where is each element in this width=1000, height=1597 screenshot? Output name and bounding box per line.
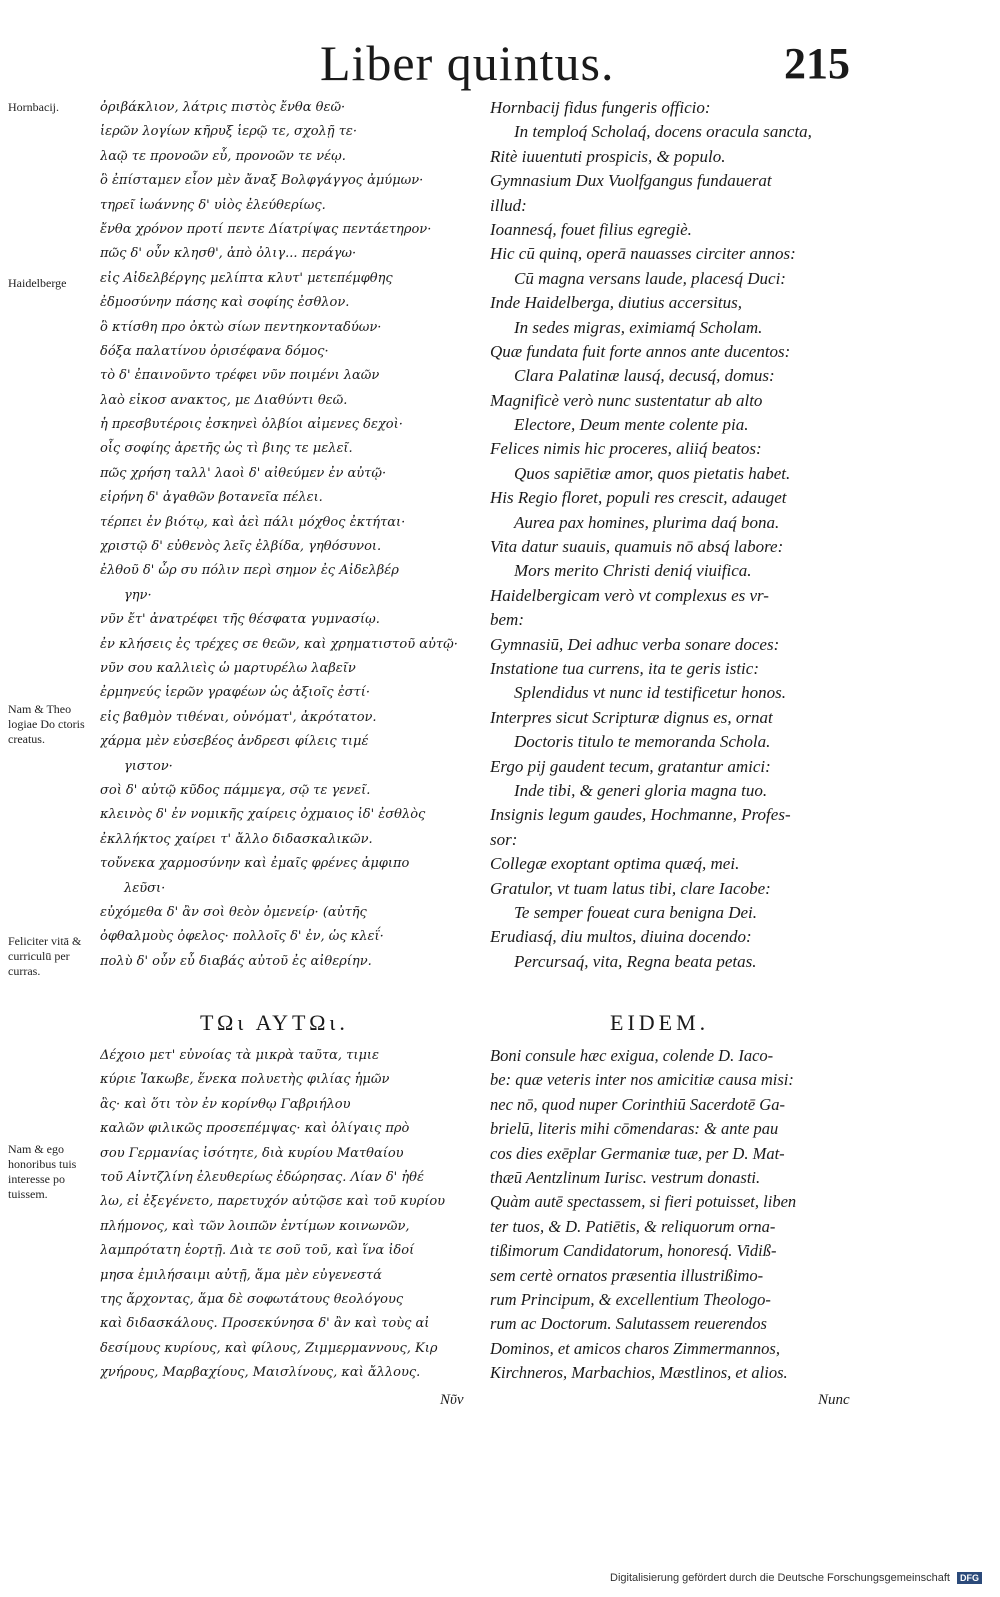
latin-verse-line: Interpres sicut Scripturæ dignus es, ornat — [490, 707, 773, 727]
greek-prose-line: λαμπρότατη ἑορτῇ. Διὰ τε σοῦ τοῦ, καὶ ἵνα ἰδοί — [100, 1243, 415, 1259]
latin-verse-line: Quæ fundata fuit forte annos ante ducentos: — [490, 341, 791, 361]
greek-poem-column — [100, 96, 485, 974]
greek-prose-line: καὶ διδασκάλους. Προσεκύνησα δ' ἂν καὶ τοὺς αἰ — [100, 1316, 430, 1332]
greek-verse-line: λεῦσι· — [124, 880, 166, 896]
greek-verse-line: γιστον· — [124, 758, 173, 774]
latin-verse-line: Insignis legum gaudes, Hochmanne, Profes- — [490, 805, 791, 825]
latin-prose-line: Kirchneros, Marbachios, Mæstlinos, et alios. — [490, 1363, 788, 1383]
greek-prose-line: της ἄρχοντας, ἅμα δὲ σοφωτάτους θεολόγους — [100, 1291, 404, 1307]
latin-verse-line: Hornbacij fidus fungeris officio: — [490, 98, 711, 117]
latin-prose-line: cos dies exēplar Germaniæ tuæ, per D. Mat- — [490, 1143, 785, 1163]
latin-section-heading: EIDEM. — [610, 1010, 710, 1035]
margin-note: Feliciter vitā & curriculū per curras. — [8, 934, 82, 978]
latin-verse-line: Instatione tua currens, ita te geris istic: — [490, 658, 759, 678]
latin-prose-line: tißimorum Candidatorum, honoresq́. Vidiß- — [490, 1241, 777, 1261]
greek-verse-line: πολὺ δ' οὖν εὖ διαβάς αὐτοῦ ἐς αἰθερίην. — [100, 953, 372, 969]
greek-verse-line: τέρπει ἐν βιότῳ, καὶ ἀεὶ πάλι μόχθος ἐκτήται· — [100, 514, 406, 530]
greek-verse-line: σοὶ δ' αὐτῷ κῦδος πάμμεγα, σῷ τε γενεῖ. — [100, 782, 371, 798]
latin-prose-line: rum ac Doctorum. Salutassem reuerendos — [490, 1314, 767, 1334]
latin-verse-line: Clara Palatinæ lausq́, decusq́, domus: — [514, 366, 775, 386]
credit-text: Digitalisierung gefördert durch die Deutsche Forschungsgemeinschaft — [610, 1572, 950, 1584]
latin-verse-line: In sedes migras, eximiamq́ Scholam. — [514, 317, 763, 337]
greek-verse-line: νῦν ἔτ' ἀνατρέφει τῆς θέσφατα γυμνασίῳ. — [100, 612, 380, 628]
latin-verse-line: Ritè iuuentuti prospicis, & populo. — [490, 146, 726, 166]
latin-prose-line: be: quæ veteris inter nos amicitiæ causa misi: — [490, 1070, 794, 1090]
latin-verse-line: In temploq́ Scholaq́, docens oracula sancta, — [514, 122, 812, 142]
greek-verse-line: τηρεῖ ἰωάννης δ' υἱὸς ἐλεύθερίως. — [100, 197, 326, 213]
greek-verse-line: ἐκλλήκτος χαίρει τ' ἄλλο διδασκαλικῶν. — [100, 831, 373, 847]
greek-verse-line: κλεινὸς δ' ἐν νομικῆς χαίρεις ὀχμαιος ἰδ' ἐσθλὸς — [100, 807, 426, 823]
greek-prose-line: καλῶν φιλικῶς προσεπέμψας· καὶ ὀλίγαις πρὸ — [100, 1121, 410, 1137]
latin-prose-line: thæū Aentzlinum Iurisc. vestrum donasti. — [490, 1167, 761, 1187]
greek-verse-line: χριστῷ δ' εὐθενὸς λεῖς ἐλβίδα, γηθόσυνοι. — [100, 539, 382, 555]
greek-prose-line: Δέχοιο μετ' εὐνοίας τὰ μικρὰ ταῦτα, τιμιε — [100, 1048, 379, 1063]
greek-prose-line: λω, εἰ ἐξεγένετο, παρετυχόν αὐτῷσε καὶ τοῦ κυρίου — [100, 1194, 446, 1210]
latin-prose-line: brielū, literis mihi cōmendaras: & ante pau — [490, 1119, 779, 1139]
greek-prose-line: χνήρους, Μαρβαχίους, Μαισλίνους, καὶ ἄλλους. — [100, 1365, 421, 1381]
latin-verse-line: Gymnasium Dux Vuolfgangus fundauerat — [490, 171, 772, 191]
running-title: Liber quintus. — [320, 35, 615, 91]
latin-verse-line: Ergo pij gaudent tecum, gratantur amici: — [490, 756, 771, 776]
greek-prose-line: κύριε Ἰακωβε, ἕνεκα πολυετὴς φιλίας ἡμῶν — [100, 1072, 390, 1088]
greek-verse-line: χάρμα μὲν εὐσεβέος ἀνδρεσι φίλεις τιμέ — [100, 734, 369, 750]
latin-verse-line: Inde tibi, & generi gloria magna tuo. — [514, 780, 768, 800]
page-number: 215 — [784, 39, 850, 88]
latin-prose-line: Boni consule hæc exigua, colende D. Iaco- — [490, 1046, 774, 1065]
margin-note: Nam & ego honoribus tuis interesse po tuissem. — [8, 1142, 77, 1201]
margin-note: Hornbacij. — [8, 100, 59, 114]
latin-verse-line: Te semper foueat cura benigna Dei. — [514, 902, 758, 922]
greek-verse-line: ἐδμοσύνην πάσης καὶ σοφίης ἐσθλον. — [100, 295, 350, 311]
latin-prose-line: Quàm autē spectassem, si fieri potuisset, liben — [490, 1192, 797, 1212]
latin-prose-line: Dominos, et amicos charos Zimmermannos, — [490, 1338, 780, 1358]
latin-verse-line: Haidelbergicam verò vt complexus es vr- — [490, 585, 769, 605]
greek-verse-line: τὸ δ' ἐπαινοῦντο τρέφει νῦν ποιμένι λαῶν — [100, 368, 380, 384]
greek-verse-line: ὃ ἐπίσταμεν εἶον μὲν ἄναξ Βολφγάγγος ἀμύμων· — [100, 173, 424, 189]
margin-note: Nam & Theo logiae Do ctoris creatus. — [8, 702, 85, 746]
latin-verse-line: Ioannesq́, fouet filius egregiè. — [490, 219, 692, 239]
latin-verse-line: Cū magna versans laude, placesq́ Duci: — [514, 268, 786, 288]
latin-verse-line: illud: — [490, 195, 527, 215]
latin-verse-line: bem: — [490, 610, 524, 630]
greek-verse-line: οἷς σοφίης ἀρετῆς ὠς τὶ βιης τε μελεῖ. — [100, 441, 353, 457]
greek-prose-line: μησα ἐμιλήσαιμι αὐτῇ, ἅμα μὲν εὐγενεστά — [100, 1267, 382, 1283]
catchword-greek: Νῦν — [440, 1392, 464, 1408]
latin-verse-line: Mors merito Christi deniq́ viuifica. — [514, 561, 752, 581]
latin-verse-line: Doctoris titulo te memoranda Schola. — [514, 732, 771, 752]
latin-verse-line: Erudiasq́, diu multos, diuina docendo: — [490, 927, 752, 947]
catchword-latin: Nunc — [818, 1392, 850, 1408]
latin-prose-block — [490, 1044, 865, 1385]
latin-verse-line: Vita datur suauis, quamuis nō absq́ labore: — [490, 537, 784, 557]
margin-note: Haidelberge — [8, 276, 67, 290]
page-header — [0, 30, 1000, 90]
greek-section-heading: ΤΩι ΑΥΤΩι. — [200, 1010, 349, 1035]
latin-verse-line: Aurea pax homines, plurima daq́ bona. — [514, 512, 780, 532]
latin-verse-line: Electore, Deum mente colente pia. — [514, 415, 749, 435]
greek-verse-line: λαὸ εἰκοσ ανακτος, με Διαθύντι θεῶ. — [100, 392, 348, 408]
greek-verse-line: πῶς χρήση ταλλ' λαοὶ δ' αἰθεύμεν ἐν αὐτῷ· — [100, 465, 387, 481]
latin-verse-line: Inde Haidelberga, diutius accersitus, — [490, 293, 742, 313]
greek-verse-line: τοὔνεκα χαρμοσύνην καὶ ἐμαῖς φρένες ἀμφιπο — [100, 856, 410, 872]
latin-verse-line: sor: — [490, 829, 518, 849]
greek-verse-line: εἰς Αἰδελβέργης μελίπτα κλυτ' μετεπέμφθης — [100, 270, 393, 286]
greek-verse-line: ἔνθα χρόνον προτί πεντε Δίατρίψας πεντάετηρον· — [100, 221, 432, 237]
latin-verse-line: His Regio floret, populi res crescit, adauget — [490, 488, 787, 508]
greek-verse-line: εἰς βαθμὸν τιθέναι, οὐνόματ', ἀκρότατον. — [100, 709, 377, 725]
latin-verse-line: Gymnasiū, Dei adhuc verba sonare doces: — [490, 634, 780, 654]
greek-prose-line: σου Γερμανίας ἰσότητε, διὰ κυρίου Ματθαίου — [100, 1145, 404, 1161]
greek-verse-line: ἐλθοῦ δ' ὦρ συ πόλιν περὶ σημον ἐς Αἰδελβέρ — [100, 563, 399, 579]
latin-prose-line: rum Principum, & excellentium Theologo- — [490, 1289, 771, 1309]
greek-prose-block — [100, 1044, 485, 1385]
latin-verse-line: Collegæ exoptant optima quæq́, mei. — [490, 854, 740, 874]
greek-verse-line: πῶς δ' οὖν κλησθ', ἀπὸ ὀλιγ... περάγω· — [100, 246, 357, 262]
greek-prose-line: πλήμονος, καὶ τῶν λοιπῶν ἐντίμων κοινωνῶν, — [100, 1218, 410, 1234]
greek-verse-line: ἡ πρεσβυτέροις ἐσκηνεὶ ὀλβίοι αἰμενες δεχοὶ· — [100, 417, 403, 433]
greek-verse-line: γην· — [124, 587, 152, 603]
greek-verse-line: λαῷ τε προνοῶν εὖ, προνοῶν τε νέῳ. — [100, 148, 346, 164]
greek-verse-line: ἐν κλήσεις ἐς τρέχες σε θεῶν, καὶ χρηματιστοῦ αὐτῷ· — [100, 636, 458, 652]
greek-verse-line: ὀφθαλμοὺς ὀφελος· πολλοῖς δ' ἐν, ὡς κλεΐ· — [100, 929, 384, 945]
greek-verse-line: ἐρμηνεύς ἱερῶν γραφέων ὡς ἀξιοῖς ἐστί· — [100, 685, 370, 701]
latin-verse-line: Felices nimis hic proceres, aliiq́ beatos: — [490, 439, 762, 459]
latin-verse-line: Quos sapiētiæ amor, quos pietatis habet. — [514, 463, 791, 483]
latin-verse-line: Gratulor, vt tuam latus tibi, clare Iacobe: — [490, 878, 771, 898]
greek-verse-line: ὃ κτίσθη προ ὀκτὼ σίων πεντηκονταδύων· — [100, 319, 382, 335]
greek-prose-line: τοῦ Αἰντζλίνη ἐλευθερίως ἐδώρησας. Λίαν δ' ἠθέ — [100, 1169, 424, 1185]
greek-verse-line: εὐχόμεθα δ' ἂν σοὶ θεὸν ὀμενείρ· (αὐτῆς — [100, 904, 367, 920]
latin-prose-line: nec nō, quod nuper Corinthiū Sacerdotē Ga- — [490, 1094, 785, 1114]
greek-prose-line: ἃς· καὶ ὅτι τὸν ἐν κορίνθῳ Γαβριήλου — [100, 1096, 351, 1112]
greek-verse-line: ἱερῶν λογίων κῆρυξ ἱερῷ τε, σχολῇ τε· — [100, 124, 357, 140]
latin-verse-line: Splendidus vt nunc id testificetur honos. — [514, 683, 786, 703]
latin-poem-column — [490, 96, 865, 974]
greek-prose-line: δεσίμους κυρίους, καὶ φίλους, Ζιμμερμαννους, Κιρ — [100, 1340, 438, 1356]
latin-prose-line: sem certè ornatos præsentia illustrißimo- — [490, 1265, 764, 1285]
greek-verse-line: ὀριβάκλιον, λάτρις πιστὸς ἔνθα θεῶ· — [100, 100, 346, 115]
greek-verse-line: εἰρήνη δ' ἀγαθῶν βοτανεῖα πέλει. — [100, 490, 323, 506]
latin-verse-line: Magnificè verò nunc sustentatur ab alto — [490, 390, 763, 410]
latin-verse-line: Hic cū quinq, operā nauasses circiter annos: — [490, 244, 796, 264]
latin-verse-line: Percursaq́, vita, Regna beata petas. — [514, 951, 757, 971]
dfg-logo: DFG — [957, 1572, 982, 1584]
digitization-credit — [610, 1572, 982, 1584]
greek-verse-line: νῦν σου καλλιεὶς ὡ μαρτυρέλω λαβεῖν — [100, 660, 356, 676]
latin-prose-line: ter tuos, & D. Patiētis, & reliquorum orna- — [490, 1216, 776, 1236]
greek-verse-line: δόξα παλατίνου ὀρισέφανα δόμος· — [100, 343, 329, 359]
